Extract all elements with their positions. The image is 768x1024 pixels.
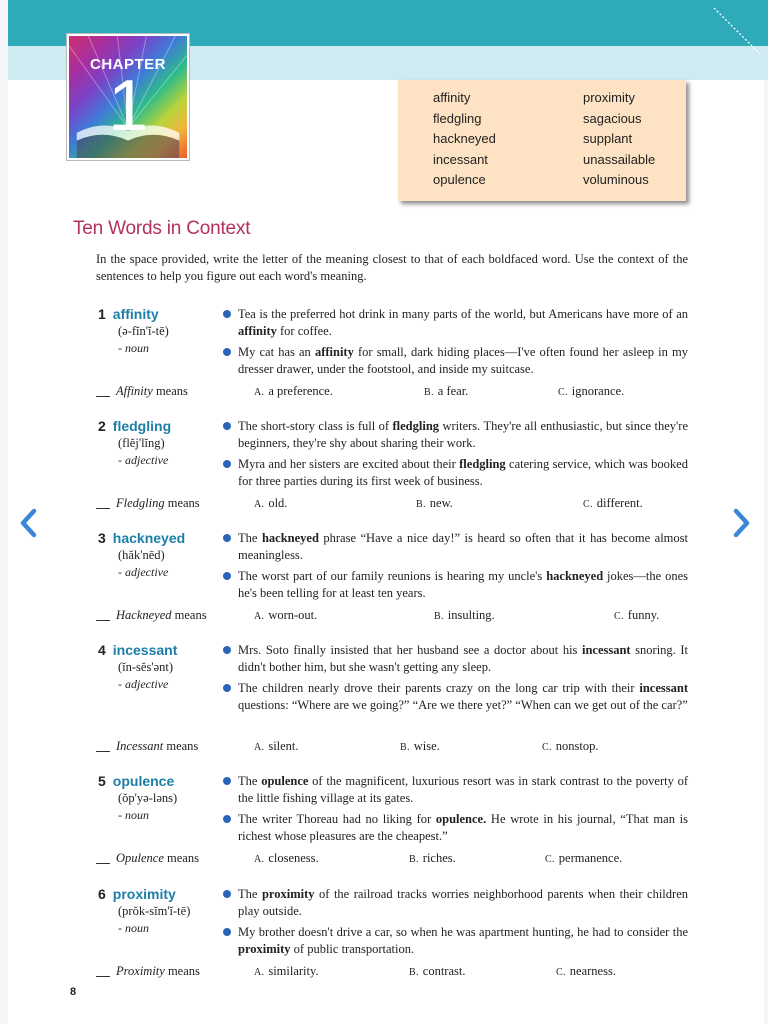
choice-a[interactable] [254, 851, 319, 866]
bullet-icon [223, 534, 231, 542]
entry-part-of-speech: - noun [118, 808, 149, 822]
entry-number: 2 [98, 418, 106, 434]
choice-letter: A. [254, 611, 265, 622]
boldfaced-word: fledgling [392, 419, 440, 433]
example-sentence: The short-story class is full of fledgling writers. They're all enthusiastic, but since they're beginners, they're shy about sharing their work. [238, 418, 688, 452]
boldfaced-word: incessant [639, 681, 688, 695]
choice-letter: B. [409, 967, 419, 978]
choice-letter: B. [416, 499, 426, 510]
entry-part-of-speech: - noun [118, 921, 149, 935]
boldfaced-word: proximity [261, 887, 315, 901]
choice-text: nonstop. [555, 739, 599, 753]
choice-text: nearness. [569, 964, 616, 978]
entry-number: 1 [98, 306, 106, 322]
word-list-item: supplant [583, 131, 633, 146]
choice-text: riches. [422, 851, 456, 865]
entry-pronunciation: (ŏp'yə-ləns) [118, 791, 178, 805]
means-word: Hackneyed [116, 608, 172, 622]
chapter-label: CHAPTER [89, 56, 166, 73]
choice-c[interactable] [583, 496, 643, 511]
choice-letter: A. [254, 967, 265, 978]
word-list-item: voluminous [583, 172, 649, 187]
boldfaced-word: affinity [238, 324, 277, 338]
entry-word: fledgling [112, 418, 172, 434]
entry-heading [98, 306, 159, 322]
bullet-icon [223, 928, 231, 936]
entry-pronunciation: (ĭn-sĕs'ənt) [118, 660, 174, 674]
example-sentence: The writer Thoreau had no liking for opulence. He wrote in his journal, “That man is richest whose pleasures are the cheapest.” [238, 811, 688, 845]
bullet-icon [223, 777, 231, 785]
entry-heading [98, 530, 185, 546]
choice-text: different. [596, 496, 643, 510]
word-list-item: opulence [433, 172, 486, 187]
word-list-col-2 [583, 88, 655, 191]
boldfaced-word: affinity [314, 345, 354, 359]
entry-word: proximity [112, 886, 176, 902]
bullet-icon [223, 646, 231, 654]
word-list-item: hackneyed [433, 131, 496, 146]
choice-text: silent. [268, 739, 299, 753]
choice-b[interactable] [409, 851, 456, 866]
means-word: Proximity [116, 964, 165, 978]
example-sentence: The hackneyed phrase “Have a nice day!” is heard so often that it has become almost meaningless. [238, 530, 688, 564]
choice-text: closeness. [268, 851, 319, 865]
entry-heading [98, 886, 176, 902]
means-word: Fledgling [116, 496, 165, 510]
example-sentence: Mrs. Soto finally insisted that her husband see a doctor about his incessant snoring. It didn't bother him, but she wasn't getting any sleep. [238, 642, 688, 676]
word-list-col-1 [433, 88, 496, 191]
choice-letter: A. [254, 499, 265, 510]
chevron-right-icon[interactable] [730, 506, 752, 540]
choice-letter: C. [545, 854, 555, 865]
choice-text: insulting. [447, 608, 495, 622]
entry-number: 6 [98, 886, 106, 902]
choice-letter: C. [558, 387, 568, 398]
choice-text: wise. [413, 739, 440, 753]
example-sentence: Myra and her sisters are excited about their fledgling catering service, which was booked for three parties during its first week of business. [238, 456, 688, 490]
answer-blank[interactable] [96, 508, 110, 509]
choice-c[interactable] [542, 739, 599, 754]
means-label: means [167, 851, 199, 865]
entry-word: hackneyed [112, 530, 186, 546]
choice-text: funny. [627, 608, 660, 622]
choice-text: contrast. [422, 964, 466, 978]
entry-word: incessant [112, 642, 178, 658]
word-list-item: incessant [433, 151, 488, 167]
choice-a[interactable] [254, 964, 319, 979]
choice-letter: B. [434, 611, 444, 622]
answer-blank[interactable] [96, 396, 110, 397]
means-word: Affinity [116, 384, 153, 398]
chapter-number: 1 [107, 66, 149, 146]
choice-c[interactable] [558, 384, 624, 399]
entry-part-of-speech: - noun [118, 341, 149, 355]
boldfaced-word: hackneyed [261, 531, 319, 545]
choice-text: worn-out. [268, 608, 318, 622]
choice-text: similarity. [268, 964, 319, 978]
entry-pronunciation: (hăk'nēd) [118, 548, 165, 562]
instructions: In the space provided, write the letter of the meaning closest to that of each boldfaced word. Use the context of the sentences to help you figure out each word's meaning. [96, 252, 688, 283]
answer-blank[interactable] [96, 620, 110, 621]
boldfaced-word: proximity [238, 942, 291, 956]
word-list-item: unassailable [583, 151, 656, 167]
entry-heading [98, 642, 177, 658]
means-label: means [166, 739, 199, 753]
entry-number: 4 [98, 642, 106, 658]
entry-number: 5 [98, 773, 106, 789]
entry-pronunciation: (ə-fĭn'ĭ-tē) [118, 324, 169, 338]
bullet-icon [223, 815, 231, 823]
bullet-icon [223, 348, 231, 356]
entry-part-of-speech: - adjective [118, 453, 169, 467]
choice-letter: A. [254, 854, 265, 865]
means-word: Opulence [116, 851, 164, 865]
choice-a[interactable] [254, 384, 333, 399]
section-title: Ten Words in Context [73, 218, 251, 239]
entry-heading [98, 418, 171, 434]
bullet-icon [223, 572, 231, 580]
bullet-icon [223, 422, 231, 430]
page-number: 8 [70, 986, 77, 998]
entry-part-of-speech: - adjective [118, 565, 169, 579]
choice-text: old. [268, 496, 288, 510]
answer-line[interactable] [96, 739, 198, 754]
choice-letter: C. [614, 611, 624, 622]
entry-word: opulence [112, 773, 175, 789]
answer-blank[interactable] [96, 976, 110, 977]
choice-a[interactable] [254, 739, 299, 754]
example-sentence: The proximity of the railroad tracks worries neighborhood parents when their children play outside. [238, 886, 688, 920]
boldfaced-word: fledgling [459, 457, 506, 471]
boldfaced-word: hackneyed [546, 569, 604, 583]
choice-b[interactable] [409, 964, 465, 979]
choice-letter: C. [583, 499, 593, 510]
bullet-icon [223, 684, 231, 692]
choice-letter: C. [556, 967, 566, 978]
example-sentence: My cat has an affinity for small, dark hiding places—I've often found her asleep in my dresser drawer, under the footstool, and inside my suitcase. [238, 344, 688, 378]
choice-letter: A. [254, 742, 265, 753]
answer-line[interactable] [96, 851, 199, 866]
example-sentence: The opulence of the magnificent, luxurious resort was in stark contrast to the poverty of the little fishing village at its gates. [238, 773, 688, 807]
chevron-left-icon[interactable] [18, 506, 40, 540]
bullet-icon [223, 310, 231, 318]
choice-letter: B. [424, 387, 434, 398]
word-list-item: affinity [433, 90, 471, 105]
entry-word: affinity [112, 306, 159, 322]
choice-text: a preference. [268, 384, 333, 398]
example-sentence: The worst part of our family reunions is hearing my uncle's hackneyed jokes—the ones he's been telling for at least ten years. [238, 568, 688, 602]
choice-c[interactable] [614, 608, 659, 623]
choice-b[interactable] [434, 608, 495, 623]
example-sentence: My brother doesn't drive a car, so when he was apartment hunting, he had to consider the proximity of public transportation. [238, 924, 688, 958]
boldfaced-word: opulence [261, 774, 309, 788]
choice-b[interactable] [400, 739, 440, 754]
entry-heading [98, 773, 174, 789]
means-label: means [174, 608, 207, 622]
choice-letter: A. [254, 387, 265, 398]
boldfaced-word: opulence. [435, 812, 487, 826]
choice-text: a fear. [437, 384, 469, 398]
means-word: Incessant [116, 739, 164, 753]
choice-letter: C. [542, 742, 552, 753]
word-list-box [398, 80, 686, 201]
choice-a[interactable] [254, 496, 287, 511]
bullet-icon [223, 890, 231, 898]
means-label: means [155, 384, 188, 398]
choice-letter: B. [400, 742, 410, 753]
word-list-item: sagacious [583, 110, 642, 126]
word-list-item: fledgling [433, 110, 482, 126]
answer-line[interactable] [96, 608, 207, 623]
choice-c[interactable] [556, 964, 616, 979]
entry-pronunciation: (prŏk-sĭm'ĭ-tē) [118, 904, 191, 918]
entry-part-of-speech: - adjective [118, 677, 169, 691]
choice-letter: B. [409, 854, 419, 865]
entry-pronunciation: (flĕj'lĭng) [118, 436, 165, 450]
boldfaced-word: incessant [581, 643, 631, 657]
answer-line[interactable] [96, 964, 200, 979]
choice-b[interactable] [416, 496, 453, 511]
choice-b[interactable] [424, 384, 468, 399]
answer-line[interactable] [96, 496, 200, 511]
means-label: means [167, 496, 200, 510]
page-curl-decoration [706, 4, 762, 60]
example-sentence: Tea is the preferred hot drink in many parts of the world, but Americans have more of an affinity for coffee. [238, 306, 688, 340]
chapter-badge [67, 34, 189, 160]
word-list-item: proximity [583, 90, 636, 105]
choice-c[interactable] [545, 851, 622, 866]
answer-line[interactable] [96, 384, 188, 399]
answer-blank[interactable] [96, 863, 110, 864]
example-sentence: The children nearly drove their parents crazy on the long car trip with their incessant questions: “Where are we going?” “Are we there yet?” “When can we get out of the car?” [238, 680, 688, 714]
means-label: means [167, 964, 200, 978]
choice-a[interactable] [254, 608, 317, 623]
choice-text: new. [429, 496, 453, 510]
answer-blank[interactable] [96, 751, 110, 752]
choice-text: permanence. [558, 851, 623, 865]
entry-number: 3 [98, 530, 106, 546]
bullet-icon [223, 460, 231, 468]
choice-text: ignorance. [571, 384, 625, 398]
